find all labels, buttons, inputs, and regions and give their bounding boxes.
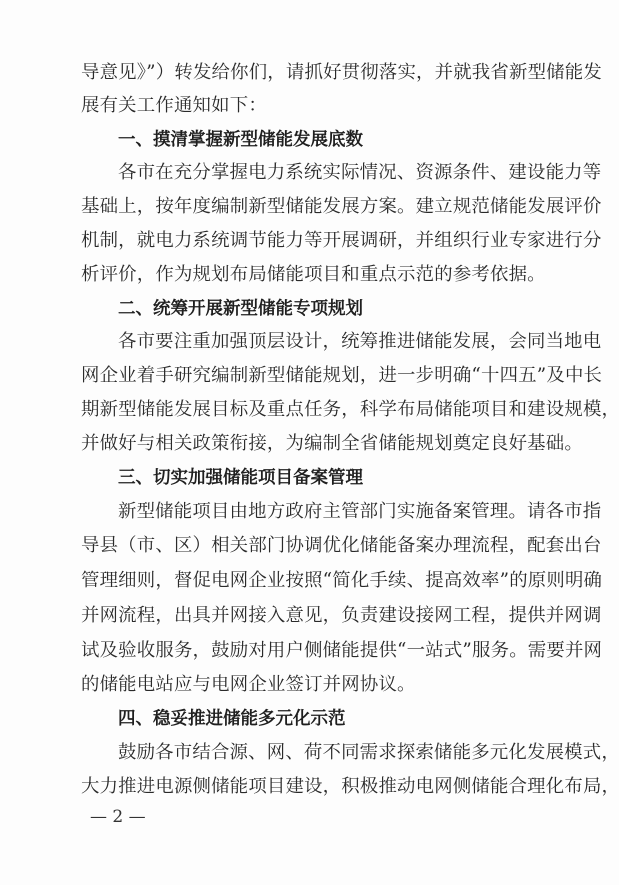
section-2-line-4: 并做好与相关政策衔接，为编制全省储能规划奠定良好基础。: [81, 433, 583, 454]
section-2-line-2: 网企业着手研究编制新型储能规划，进一步明确“十四五”及中长: [81, 365, 603, 386]
section-3-line-3: 管理细则，督促电网企业按照“简化手续、提高效率”的原则明确: [81, 570, 603, 591]
section-3-line-2: 导县（市、区）相关部门协调优化储能备案办理流程，配套出台: [81, 535, 602, 556]
page-number: — 2 —: [90, 807, 146, 827]
section-2-line-1: 各市要注重加强顶层设计，统筹推进储能发展，会同当地电: [118, 331, 602, 352]
section-4-line-1: 鼓励各市结合源、网、荷不同需求探索储能多元化发展模式，: [118, 742, 620, 763]
section-heading-2: 二、统筹开展新型储能专项规划: [118, 299, 363, 319]
section-heading-4: 四、稳妥推进储能多元化示范: [118, 709, 346, 729]
intro-line-1: 导意见》”）转发给你们，请抓好贯彻落实，并就我省新型储能发: [81, 62, 602, 83]
section-heading-3: 三、切实加强储能项目备案管理: [118, 468, 363, 488]
section-3-line-1: 新型储能项目由地方政府主管部门实施备案管理。请各市指: [118, 501, 602, 522]
section-1-line-2: 基础上，按年度编制新型储能发展方案。建立规范储能发展评价: [81, 196, 602, 217]
section-1-line-1: 各市在充分掌握电力系统实际情况、资源条件、建设能力等: [118, 162, 602, 183]
section-3-line-4: 并网流程，出具并网接入意见，负责建设接网工程，提供并网调: [81, 605, 602, 626]
section-3-line-6: 的储能电站应与电网企业签订并网协议。: [81, 674, 416, 695]
section-4-line-2: 大力推进电源侧储能项目建设，积极推动电网侧储能合理化布局，: [81, 776, 620, 797]
section-1-line-3: 机制，就电力系统调节能力等开展调研，并组织行业专家进行分: [81, 230, 602, 251]
section-1-line-4: 析评价，作为规划布局储能项目和重点示范的参考依据。: [81, 264, 546, 285]
section-2-line-3: 期新型储能发展目标及重点任务，科学布局储能项目和建设规模，: [81, 399, 620, 420]
section-heading-1: 一、摸清掌握新型储能发展底数: [118, 130, 363, 150]
intro-line-2: 展有关工作通知如下：: [81, 95, 267, 116]
section-3-line-5: 试及验收服务，鼓励对用户侧储能提供“一站式”服务。需要并网: [81, 640, 603, 661]
